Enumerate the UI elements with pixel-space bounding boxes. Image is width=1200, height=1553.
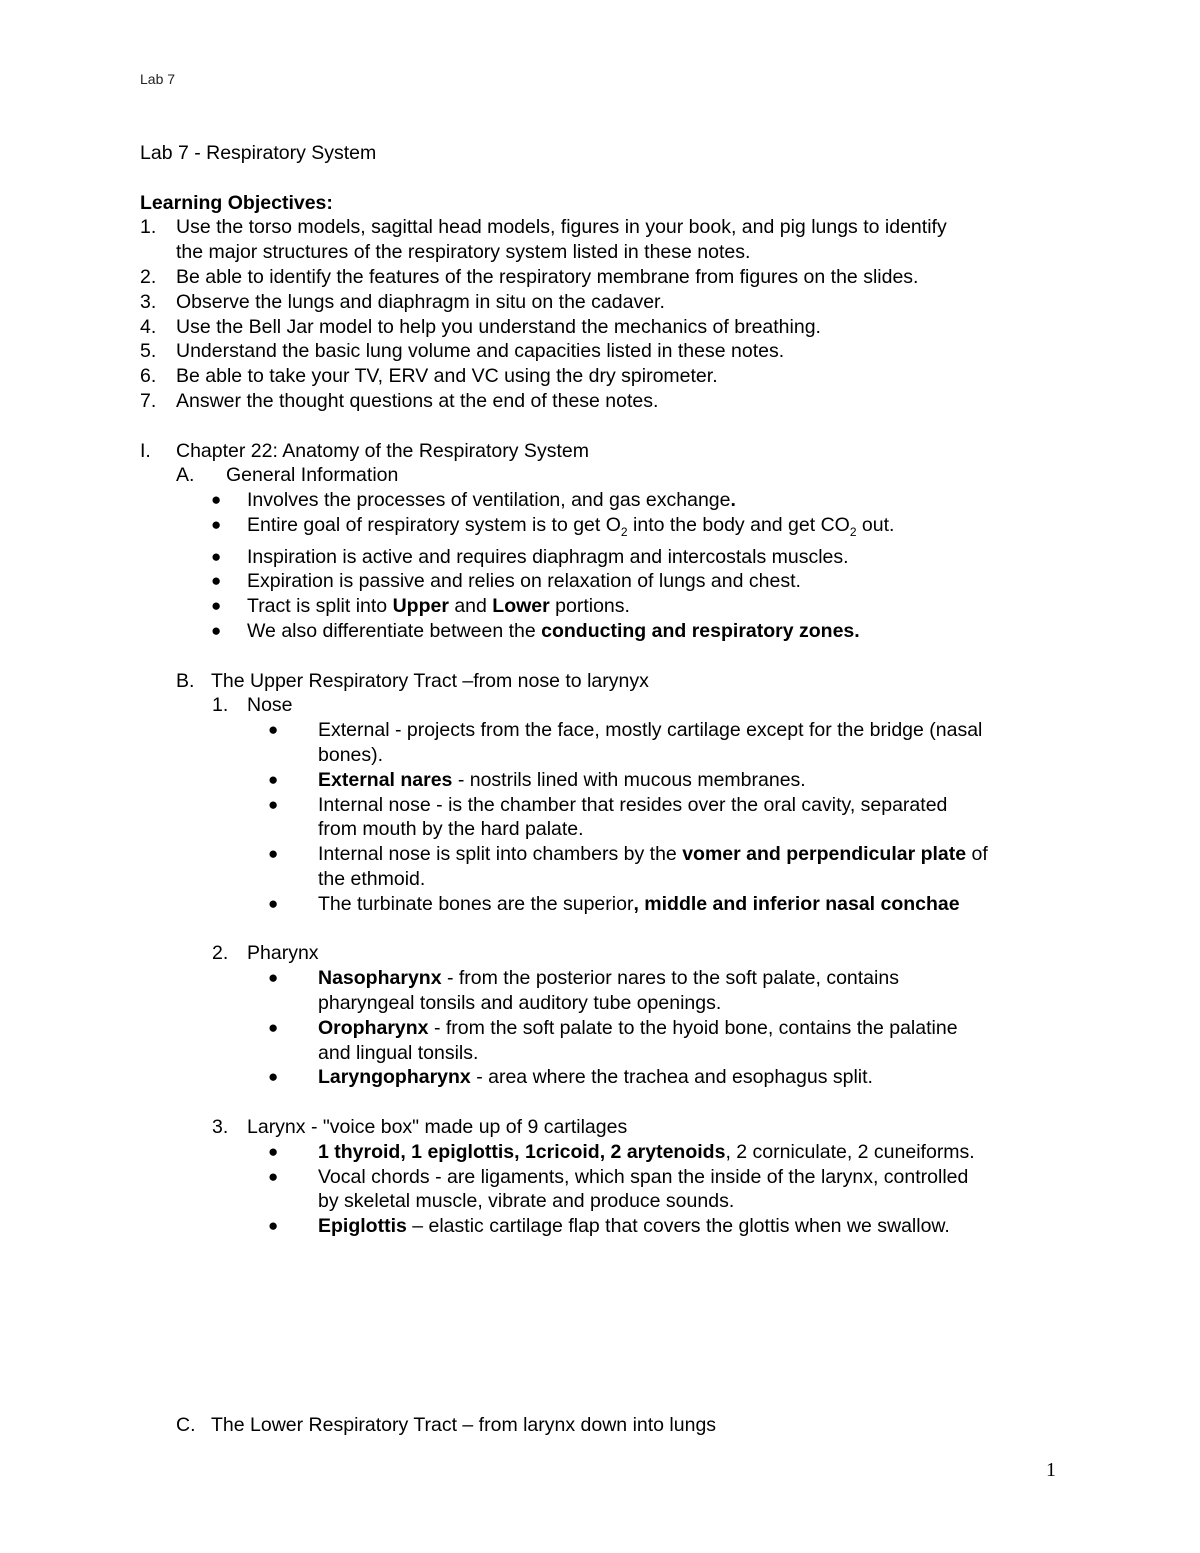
list-item: ● Laryngopharynx - area where the trachea and esophagus split. (268, 1066, 873, 1089)
list-item: ● External - projects from the face, mostly cartilage except for the bridge (nasal (268, 719, 983, 742)
bullet-icon: ● (268, 1067, 279, 1087)
bullet-icon: ● (211, 514, 222, 534)
bullet-icon: ● (268, 844, 279, 864)
list-item: ● Internal nose is split into chambers by the vomer and perpendicular plate of (268, 843, 988, 866)
list-item: ● Involves the processes of ventilation, and gas exchange. (211, 489, 736, 512)
list-item-continuation: from mouth by the hard palate. (318, 818, 584, 841)
list-item: ● Inspiration is active and requires diaphragm and intercostals muscles. (211, 545, 849, 568)
document-body (140, 141, 1080, 1437)
bullet-icon: ● (211, 621, 222, 641)
objective-item-continuation: the major structures of the respiratory system listed in these notes. (176, 241, 751, 264)
bullet-icon: ● (268, 1017, 279, 1037)
objective-item: 2. Be able to identify the features of the respiratory membrane from figures on the slides. (140, 265, 919, 288)
list-item-continuation: the ethmoid. (318, 868, 426, 890)
bullet-icon: ● (211, 546, 222, 566)
list-item-continuation: by skeletal muscle, vibrate and produce sounds. (318, 1190, 735, 1213)
pharynx-heading: 2. Pharynx (212, 942, 319, 965)
list-item: ● Epiglottis – elastic cartilage flap that covers the glottis when we swallow. (268, 1215, 950, 1238)
objective-item: 3. Observe the lungs and diaphragm in situ on the cadaver. (140, 290, 665, 313)
bullet-icon: ● (268, 893, 279, 913)
section-c-heading: C. The Lower Respiratory Tract – from larynx down into lungs (176, 1413, 717, 1436)
section-b-heading: B. The Upper Respiratory Tract –from nose to larynyx (176, 669, 649, 692)
list-item-continuation: and lingual tonsils. (318, 1041, 479, 1064)
objective-item: 1. Use the torso models, sagittal head models, figures in your book, and pig lungs to identify (140, 216, 947, 239)
objectives-list (140, 215, 1080, 413)
objective-item: 4. Use the Bell Jar model to help you understand the mechanics of breathing. (140, 315, 821, 338)
list-item: ● Oropharynx - from the soft palate to the hyoid bone, contains the palatine (268, 1016, 958, 1039)
list-item-continuation: pharyngeal tonsils and auditory tube openings. (318, 991, 722, 1014)
document-title: Lab 7 - Respiratory System (140, 142, 377, 164)
page-number: 1 (1046, 1459, 1056, 1481)
section-a-heading: A. General Information (176, 464, 399, 487)
bullet-icon: ● (268, 1166, 279, 1186)
list-item: ● Vocal chords - are ligaments, which span the inside of the larynx, controlled (268, 1165, 969, 1188)
nose-heading: 1. Nose (212, 694, 293, 717)
objective-item: 5. Understand the basic lung volume and capacities listed in these notes. (140, 340, 785, 363)
list-item-continuation: bones). (318, 744, 384, 767)
bullet-icon: ● (268, 1141, 279, 1161)
objective-item: 7. Answer the thought questions at the end of these notes. (140, 389, 659, 412)
bullet-icon: ● (268, 794, 279, 814)
list-item: ● The turbinate bones are the superior, middle and inferior nasal conchae (268, 892, 960, 915)
list-item: ● Entire goal of respiratory system is to get $O_2$ into the body and get $CO_2$ out. (211, 513, 895, 539)
objective-item: 6. Be able to take your TV, ERV and VC using the dry spirometer. (140, 365, 718, 388)
bullet-icon: ● (268, 1216, 279, 1236)
list-item: ● Expiration is passive and relies on relaxation of lungs and chest. (211, 570, 801, 593)
bullet-icon: ● (211, 596, 222, 616)
larynx-heading: 3. Larynx - "voice box" made up of 9 cartilages (212, 1115, 628, 1138)
bullet-icon: ● (211, 490, 222, 510)
list-item: ● External nares - nostrils lined with mucous membranes. (268, 768, 806, 791)
bullet-icon: ● (211, 571, 222, 591)
list-item: ● Nasopharynx - from the posterior nares to the soft palate, contains (268, 967, 899, 990)
objectives-heading: Learning Objectives: (140, 191, 333, 214)
page-header: Lab 7 (140, 71, 176, 87)
chapter-heading: I. Chapter 22: Anatomy of the Respiratory System (140, 439, 589, 462)
bullet-icon: ● (268, 720, 279, 740)
list-item: ● We also differentiate between the conducting and respiratory zones. (211, 620, 860, 643)
list-item: ● 1 thyroid, 1 epiglottis, 1cricoid, 2 arytenoids, 2 corniculate, 2 cuneiforms. (268, 1140, 975, 1163)
list-item: ● Tract is split into Upper and Lower portions. (211, 595, 630, 618)
bullet-icon: ● (268, 769, 279, 789)
list-item: ● Internal nose - is the chamber that resides over the oral cavity, separated (268, 793, 948, 816)
bullet-icon: ● (268, 968, 279, 988)
